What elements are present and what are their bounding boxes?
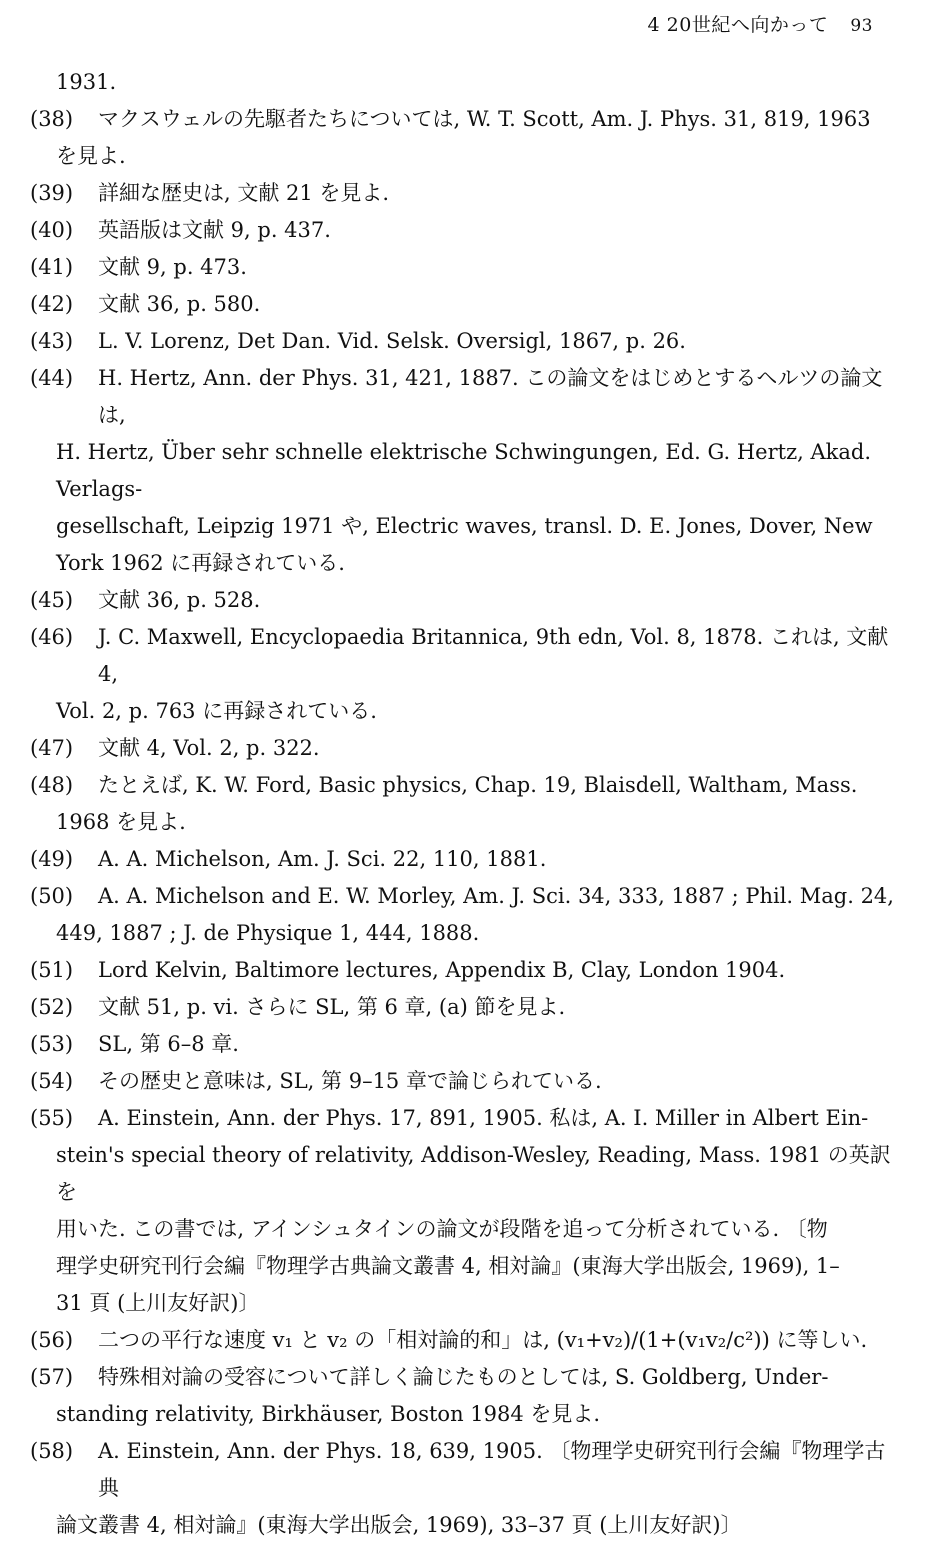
note-line: 文献 36, p. 580. xyxy=(98,292,261,316)
chapter-title: 4 20世紀へ向かって xyxy=(647,14,829,36)
note-number: (53) xyxy=(30,1032,74,1056)
note-number: (56) xyxy=(30,1328,74,1352)
note-line: 特殊相対論の受容について詳しく論じたものとしては, S. Goldberg, Under- xyxy=(98,1365,829,1389)
note-number: (50) xyxy=(30,884,74,908)
note-item xyxy=(30,286,902,323)
note-line: その歴史と意味は, SL, 第 9–15 章で論じられている. xyxy=(98,1069,602,1093)
note-item xyxy=(30,323,902,360)
note-line: stein's special theory of relativity, Addison-Wesley, Reading, Mass. 1981 の英訳を xyxy=(56,1143,891,1204)
note-line: 論文叢書 4, 相対論』(東海大学出版会, 1969), 33–37 頁 (上川友好訳)〕 xyxy=(56,1513,742,1537)
note-text xyxy=(98,212,902,249)
note-number: (55) xyxy=(30,1106,74,1130)
note-line: A. Einstein, Ann. der Phys. 18, 639, 1905. 〔物理学史研究刊行会編『物理学古典 xyxy=(98,1439,886,1500)
note-item xyxy=(30,767,902,841)
note-line: 文献 36, p. 528. xyxy=(98,588,261,612)
note-item xyxy=(30,619,902,730)
note-line: 31 頁 (上川友好訳)〕 xyxy=(56,1291,260,1315)
page-number: 93 xyxy=(850,16,873,36)
note-text xyxy=(98,841,902,878)
note-line: 理学史研究刊行会編『物理学古典論文叢書 4, 相対論』(東海大学出版会, 1969), 1– xyxy=(56,1254,840,1278)
note-line: Vol. 2, p. 763 に再録されている. xyxy=(56,699,377,723)
note-line: 英語版は文献 9, p. 437. xyxy=(98,218,331,242)
note-text xyxy=(98,1026,902,1063)
note-item xyxy=(30,360,902,582)
note-text xyxy=(98,730,902,767)
note-number: (42) xyxy=(30,292,74,316)
note-line: York 1962 に再録されている. xyxy=(56,551,345,575)
note-line: 用いた. この書では, アインシュタインの論文が段階を追って分析されている. 〔物 xyxy=(56,1217,828,1241)
note-line: A. Einstein, Ann. der Phys. 17, 891, 1905. 私は, A. I. Miller in Albert Ein- xyxy=(98,1106,869,1130)
note-text xyxy=(56,101,902,175)
note-line: H. Hertz, Ann. der Phys. 31, 421, 1887. この論文をはじめとするヘルツの論文は, xyxy=(98,366,883,427)
note-text xyxy=(56,767,902,841)
note-item xyxy=(30,1322,902,1359)
note-line: H. Hertz, Über sehr schnelle elektrische Schwingungen, Ed. G. Hertz, Akad. Verlags- xyxy=(56,440,872,501)
note-line: たとえば, K. W. Ford, Basic physics, Chap. 19, Blaisdell, Waltham, Mass. xyxy=(98,773,858,797)
note-item xyxy=(30,1433,902,1544)
note-number: (38) xyxy=(30,107,74,131)
note-text xyxy=(98,1322,902,1359)
note-line: Lord Kelvin, Baltimore lectures, Appendix B, Clay, London 1904. xyxy=(98,958,786,982)
note-number: (45) xyxy=(30,588,74,612)
note-item xyxy=(30,878,902,952)
note-item xyxy=(30,212,902,249)
note-line: 文献 9, p. 473. xyxy=(98,255,247,279)
note-text xyxy=(56,1433,902,1544)
note-line: 449, 1887 ; J. de Physique 1, 444, 1888. xyxy=(56,921,480,945)
note-item xyxy=(30,730,902,767)
note-line: A. A. Michelson and E. W. Morley, Am. J. Sci. 34, 333, 1887 ; Phil. Mag. 24, xyxy=(98,884,894,908)
note-item xyxy=(30,249,902,286)
note-line: J. C. Maxwell, Encyclopaedia Britannica, 9th edn, Vol. 8, 1878. これは, 文献 4, xyxy=(98,625,889,686)
note-text xyxy=(56,1100,902,1322)
note-text xyxy=(98,989,902,1026)
note-line: 二つの平行な速度 v₁ と v₂ の「相対論的和」は, (v₁+v₂)/(1+(v₁v₂/c²)) に等しい. xyxy=(98,1328,868,1352)
note-text xyxy=(98,175,902,212)
note-number: (52) xyxy=(30,995,74,1019)
note-item xyxy=(30,989,902,1026)
note-text xyxy=(98,1063,902,1100)
note-number: (58) xyxy=(30,1439,74,1463)
note-text xyxy=(56,878,902,952)
note-line: SL, 第 6–8 章. xyxy=(98,1032,239,1056)
note-item xyxy=(30,1063,902,1100)
note-line: L. V. Lorenz, Det Dan. Vid. Selsk. Oversigl, 1867, p. 26. xyxy=(98,329,686,353)
note-item xyxy=(30,952,902,989)
note-item xyxy=(30,101,902,175)
notes-container xyxy=(30,101,902,1544)
note-number: (57) xyxy=(30,1365,74,1389)
note-line: 1968 を見よ. xyxy=(56,810,186,834)
note-item xyxy=(30,582,902,619)
note-number: (39) xyxy=(30,181,74,205)
note-text xyxy=(98,249,902,286)
note-number: (43) xyxy=(30,329,74,353)
running-header xyxy=(648,10,873,37)
note-number: (41) xyxy=(30,255,74,279)
note-number: (48) xyxy=(30,773,74,797)
note-line: 詳細な歴史は, 文献 21 を見よ. xyxy=(98,181,390,205)
note-number: (40) xyxy=(30,218,74,242)
note-number: (46) xyxy=(30,625,74,649)
note-line: マクスウェルの先駆者たちについては, W. T. Scott, Am. J. Phys. 31, 819, 1963 xyxy=(98,107,871,131)
note-text xyxy=(98,952,902,989)
note-line: を見よ. xyxy=(56,144,126,168)
note-text xyxy=(56,619,902,730)
note-line: 文献 51, p. vi. さらに SL, 第 6 章, (a) 節を見よ. xyxy=(98,995,566,1019)
note-text xyxy=(56,360,902,582)
note-text xyxy=(98,286,902,323)
note-line: gesellschaft, Leipzig 1971 や, Electric waves, transl. D. E. Jones, Dover, New xyxy=(56,514,873,538)
note-item xyxy=(30,841,902,878)
note-line: A. A. Michelson, Am. J. Sci. 22, 110, 1881. xyxy=(98,847,547,871)
note-item xyxy=(30,1359,902,1433)
note-line: standing relativity, Birkhäuser, Boston 1984 を見よ. xyxy=(56,1402,601,1426)
notes-list xyxy=(30,64,902,1544)
note-item xyxy=(30,175,902,212)
note-item xyxy=(30,1100,902,1322)
top-line: 1931. xyxy=(56,70,117,94)
note-number: (51) xyxy=(30,958,74,982)
note-text xyxy=(98,582,902,619)
note-text xyxy=(56,1359,902,1433)
note-line: 文献 4, Vol. 2, p. 322. xyxy=(98,736,320,760)
note-text xyxy=(98,323,902,360)
note-item xyxy=(30,1026,902,1063)
note-number: (49) xyxy=(30,847,74,871)
note-number: (54) xyxy=(30,1069,74,1093)
note-number: (47) xyxy=(30,736,74,760)
note-number: (44) xyxy=(30,366,74,390)
